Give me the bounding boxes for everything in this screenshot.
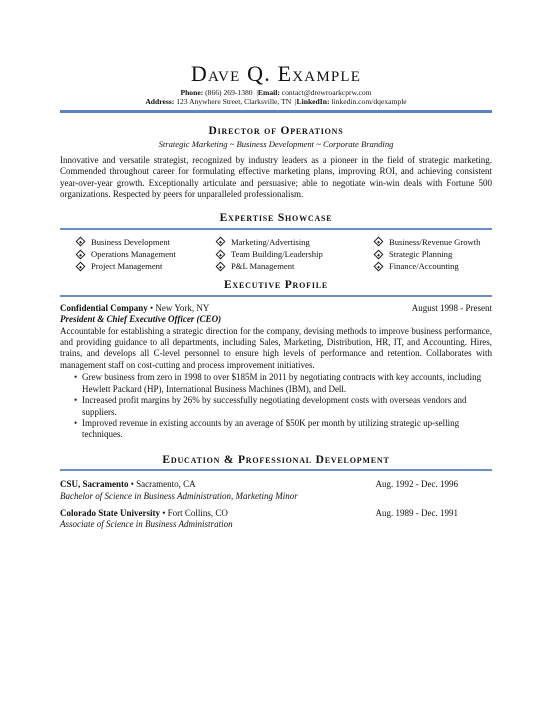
- job-description: Accountable for establishing a strategic direction for the company, devising methods to improve business performance, and providing guidance to all departments, including Sales, Marketing, Distribution, HR, IT, and Accounting. Hires, trains, and develops all C-level personnel to ensure high levels of performance and retention. Collaborates with management staff on cost-cutting and process improvement initiatives.: [60, 325, 492, 370]
- list-item: • Improved revenue in existing accounts by an average of $50K per month by utilizing strategic up-selling techniques.: [82, 418, 492, 441]
- list-item: • Increased profit margins by 26% by successfully negotiating development costs with overseas vendors and suppliers.: [82, 395, 492, 418]
- candidate-name: Dave Q. Example: [190, 61, 362, 86]
- education-heading: Education & Professional Development: [162, 453, 390, 466]
- linkedin-url: linkedin.com/dqexample: [331, 97, 407, 106]
- achievement-list: [60, 372, 492, 440]
- education-dates: Aug. 1989 - Dec. 1991: [375, 507, 458, 518]
- header-divider: [60, 110, 492, 113]
- education-entry-2: [60, 508, 492, 519]
- tagline: Strategic Marketing ~ Business Development ~ Corporate Branding: [158, 139, 394, 150]
- skill-item: Business/Revenue Growth: [375, 236, 509, 248]
- street-address: 123 Anywhere Street, Clarksville, TN: [176, 97, 292, 106]
- address-label: Address:: [145, 97, 175, 106]
- list-item: • Grew business from zero in 1998 to over $185M in 2011 by negotiating contracts with key accounts, including Hewlett Packard (HP), International Business Machines (IBM), and Dell.: [82, 372, 492, 395]
- education-dates: Aug. 1992 - Dec. 1996: [375, 479, 458, 490]
- job-dates: August 1998 - Present: [411, 302, 492, 313]
- skill-item: Strategic Planning: [375, 248, 509, 260]
- diamond-bullet-icon: [216, 261, 226, 271]
- skill-item: Finance/Accounting: [375, 260, 509, 272]
- diamond-bullet-icon: [216, 249, 226, 259]
- diamond-bullet-icon: [76, 237, 86, 247]
- school-name: CSU, Sacramento: [60, 479, 129, 490]
- education-divider: [60, 469, 492, 471]
- company-location: • New York, NY: [147, 302, 210, 313]
- diamond-bullet-icon: [76, 261, 86, 271]
- expertise-heading: Expertise Showcase: [219, 212, 333, 225]
- job-title-heading: Director of Operations: [208, 125, 344, 137]
- job-role: President & Chief Executive Officer (CEO): [60, 314, 222, 325]
- phone-label: Phone:: [180, 88, 204, 97]
- skill-item: Marketing/Advertising: [217, 236, 375, 248]
- diamond-bullet-icon: [76, 249, 86, 259]
- email-label: Email:: [257, 88, 280, 97]
- email-address: contact@drewroarkcprw.com: [281, 88, 372, 97]
- degree: Bachelor of Science in Business Administration, Marketing Minor: [60, 490, 298, 501]
- diamond-bullet-icon: [374, 261, 384, 271]
- school-name: Colorado State University: [60, 507, 160, 518]
- skill-item: Operations Management: [77, 248, 217, 260]
- expertise-divider: [60, 228, 492, 230]
- skills-grid: [77, 236, 492, 273]
- degree: Associate of Science in Business Administration: [60, 519, 233, 530]
- linkedin-label: LinkedIn:: [296, 97, 330, 106]
- diamond-bullet-icon: [216, 237, 226, 247]
- diamond-bullet-icon: [374, 237, 384, 247]
- skill-item: Team Building/Leadership: [217, 248, 375, 260]
- education-entry-1: [60, 479, 492, 490]
- skill-item: Project Management: [77, 260, 217, 272]
- skill-item: Business Development: [77, 236, 217, 248]
- contact-line-2: Address: 123 Anywhere Street, Clarksville, TN |LinkedIn: linkedin.com/dqexample: [145, 97, 407, 106]
- skill-item: P&L Management: [217, 260, 375, 272]
- company-name: Confidential Company: [60, 302, 148, 313]
- diamond-bullet-icon: [374, 249, 384, 259]
- contact-line-1: Phone: (866) 269-1380 |Email: contact@drewroarkcprw.com: [180, 88, 372, 97]
- job-header-row: [60, 303, 492, 314]
- school-location: • Sacramento, CA: [128, 479, 196, 490]
- summary-paragraph: Innovative and versatile strategist, recognized by industry leaders as a pioneer in the field of strategic marketing. Commended throughout career for formulating effective marketing plans, improving ROI, and achieving consistent year-over-year growth. Exceptionally articulate and persuasive; able to negotiate win-win deals with Fortune 500 organizations. Respected by peers for unparalleled professionalism.: [60, 154, 492, 200]
- executive-divider: [60, 295, 492, 297]
- school-location: • Fort Collins, CO: [160, 507, 228, 518]
- executive-profile-heading: Executive Profile: [223, 279, 329, 292]
- phone-number: (866) 269-1380: [205, 88, 253, 97]
